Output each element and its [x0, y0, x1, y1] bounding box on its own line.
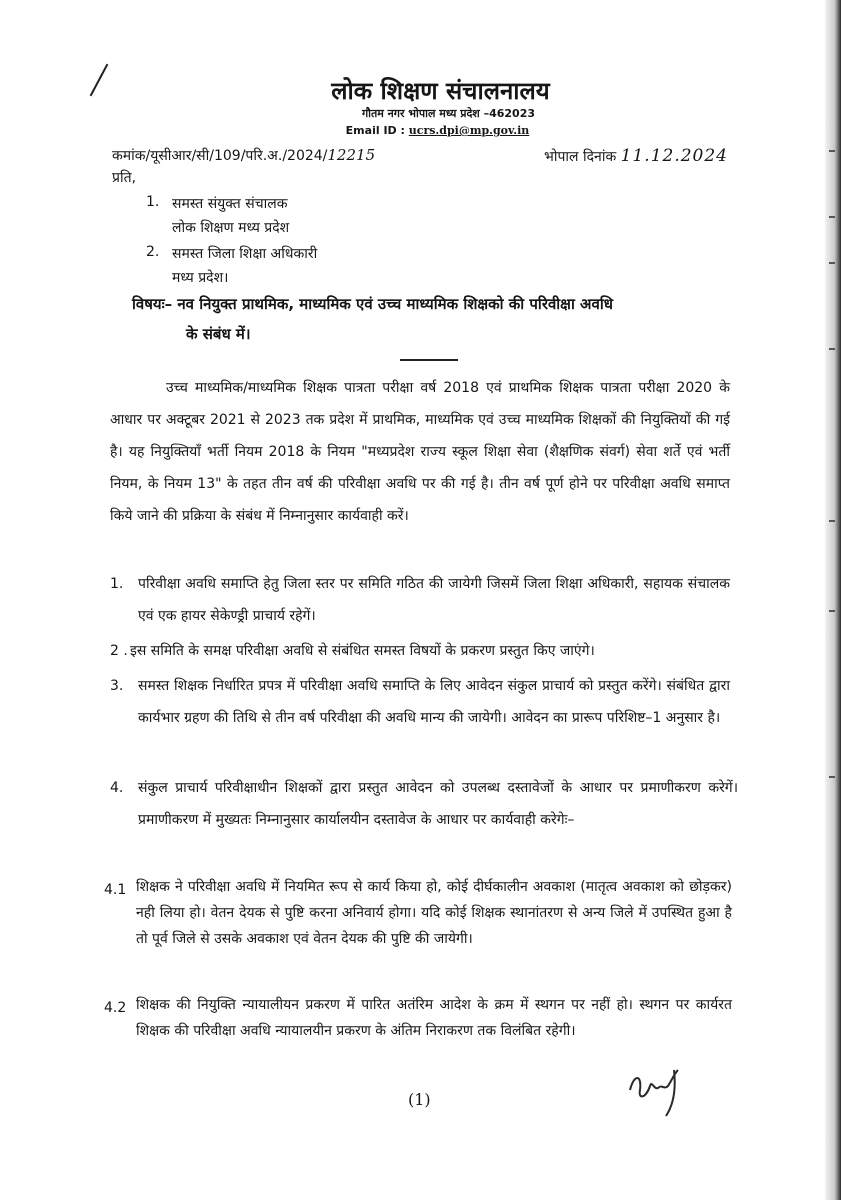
edge-tick	[829, 150, 835, 152]
recipient-2-line2: मध्य प्रदेश।	[172, 270, 229, 286]
edge-tick	[829, 262, 835, 264]
recipient-1-line1: समस्त संयुक्त संचालक	[172, 196, 288, 212]
edge-tick	[829, 776, 835, 778]
date-label: भोपाल दिनांक	[544, 149, 617, 165]
signature-scribble	[624, 1060, 694, 1120]
office-title: लोक शिक्षण संचालनालय	[331, 77, 550, 105]
office-address: गौतम नगर भोपाल मध्य प्रदेश –462023	[361, 107, 536, 120]
recipient-2-num: 2.	[146, 244, 160, 260]
divider	[400, 359, 458, 361]
edge-tick	[829, 610, 835, 612]
email-address[interactable]: ucrs.dpi@mp.gov.in	[408, 124, 530, 137]
place-date	[544, 146, 728, 166]
page-edge-shadow	[825, 0, 841, 1200]
point-4-2-num: 4.2	[104, 1000, 127, 1016]
point-3-num: 3.	[110, 678, 124, 694]
point-4-1-text: शिक्षक ने परिवीक्षा अवधि में नियमित रूप से कार्य किया हो, कोई दीर्घकालीन अवकाश (मातृत्व अवकाश को छोड़कर) नही लिया हो। वेतन देयक से पुष्टि करना अनिवार्य होगा। यदि कोई शिक्षक स्थानांतरण से अन्य जिले में उपस्थित हुआ है तो पूर्व जिले से उसके अवकाश एवं वेतन देयक की पुष्टि की जायेगी।	[136, 879, 732, 947]
email-label: Email ID :	[345, 124, 405, 137]
point-3-text: समस्त शिक्षक निर्धारित प्रपत्र में परिवीक्षा अवधि समाप्ति के लिए आवेदन संकुल प्राचार्य को प्रस्तुत करेंगे। संबंधित द्वारा कार्यभार ग्रहण की तिथि से तीन वर्ष परिवीक्षा की अवधि मान्य की जायेगी। आवेदन का प्रारूप परिशिष्ट–1 अनुसार है।	[138, 678, 730, 726]
point-4-num: 4.	[110, 780, 124, 796]
edge-tick	[829, 520, 835, 522]
point-2-num: 2 .	[110, 643, 128, 659]
point-4-2-text: शिक्षक की नियुक्ति न्यायालीयन प्रकरण में पारित अतंरिम आदेश के क्रम में स्थगन पर नहीं हो। स्थगन पर कार्यरत शिक्षक की परिवीक्षा अवधि न्यायालयीन प्रकरण के अंतिम निराकरण तक विलंबित रहेगी।	[136, 997, 732, 1039]
point-1-text: परिवीक्षा अवधि समाप्ति हेतु जिला स्तर पर समिति गठित की जायेगी जिसमें जिला शिक्षा अधिकारी, सहायक संचालक एवं एक हायर सेकेण्ड्री प्राचार्य रहेगें।	[138, 576, 730, 624]
subject-line-1: विषयः– नव नियुक्त प्राथमिक, माध्यमिक एवं उच्च माध्यमिक शिक्षको की परिवीक्षा अवधि	[132, 295, 613, 313]
reference-number	[112, 146, 375, 165]
page-number: (1)	[408, 1090, 431, 1109]
recipient-prefix: प्रति,	[112, 170, 137, 186]
point-2-text: इस समिति के समक्ष परिवीक्षा अवधि से संबंधित समस्त विषयों के प्रकरण प्रस्तुत किए जाएंगे।	[130, 643, 595, 659]
date-handwritten: 11.12.2024	[620, 146, 728, 166]
subject-line-2: के संबंध में।	[186, 325, 251, 343]
recipient-1-num: 1.	[146, 194, 160, 210]
ref-printed: कमांक/यूसीआर/सी/109/परि.अ./2024/	[112, 148, 328, 164]
point-4-text: संकुल प्राचार्य परिवीक्षाधीन शिक्षकों द्वारा प्रस्तुत आवेदन को उपलब्ध दस्तावेजों के आधार पर प्रमाणीकरण करेगें। प्रमाणीकरण में मुख्यतः निम्नानुसार कार्यालयीन दस्तावेज के आधार पर कार्यवाही करेगेः–	[138, 780, 738, 828]
point-1-num: 1.	[110, 576, 124, 592]
point-4-1-num: 4.1	[104, 882, 127, 898]
intro-paragraph: उच्च माध्यमिक/माध्यमिक शिक्षक पात्रता परीक्षा वर्ष 2018 एवं प्राथमिक शिक्षक पात्रता परीक्षा 2020 के आधार पर अक्टूबर 2021 से 2023 तक प्रदेश में प्राथमिक, माध्यमिक एवं उच्च माध्यमिक शिक्षकों की नियुक्तियों की गई है। यह नियुक्तियॉं भर्ती नियम 2018 के नियम "मध्यप्रदेश राज्य स्कूल शिक्षा सेवा (शैक्षणिक संवर्ग) सेवा शर्ते एवं भर्ती नियम, के नियम 13" के तहत तीन वर्ष की परिवीक्षा अवधि पर की गई है। तीन वर्ष पूर्ण होने पर परिवीक्षा अवधि समाप्त किये जाने की प्रक्रिया के संबंध में निम्नानुसार कार्यवाही करें।	[110, 380, 730, 524]
recipient-2-line1: समस्त जिला शिक्षा अधिकारी	[172, 246, 318, 262]
office-email	[0, 124, 841, 137]
edge-tick	[829, 216, 835, 218]
edge-tick	[829, 348, 835, 350]
recipient-1-line2: लोक शिक्षण मध्य प्रदेश	[172, 220, 290, 236]
ref-handwritten: 12215	[327, 146, 376, 164]
